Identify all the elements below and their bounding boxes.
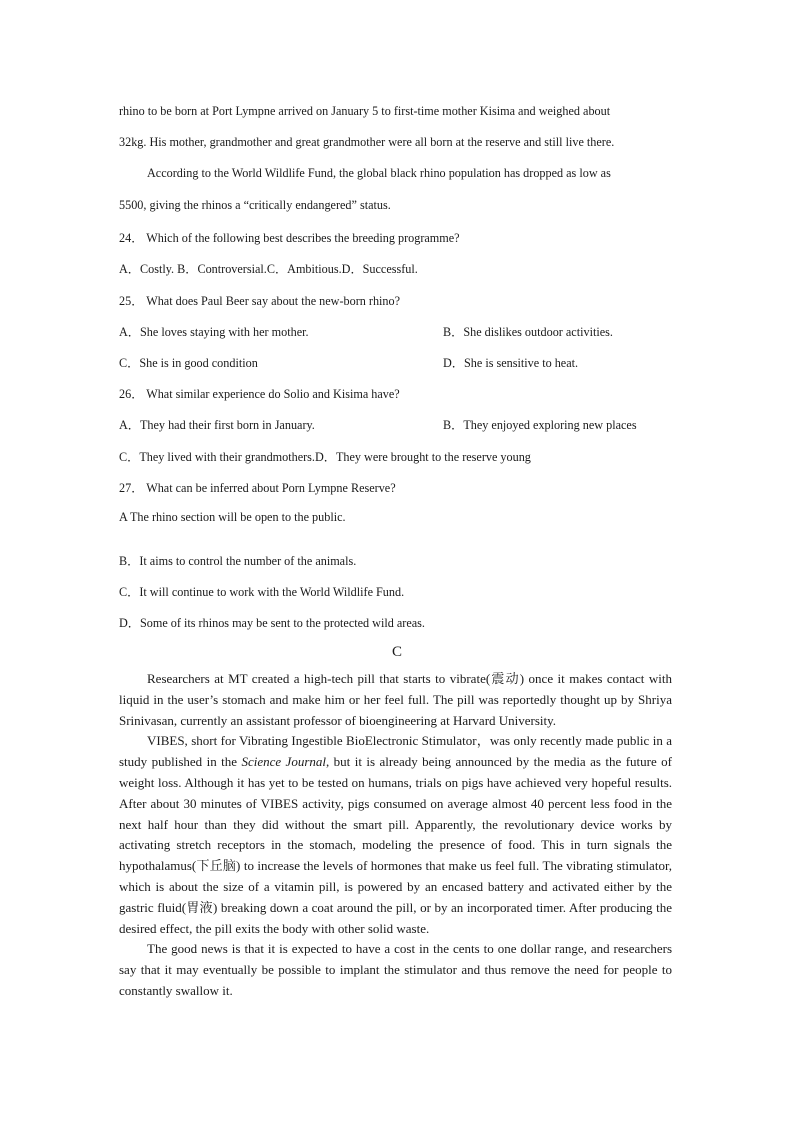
section-c-body: [119, 669, 672, 1002]
paragraph-1: Researchers at MT created a high-tech pill that starts to vibrate(震动) once it makes contact with liquid in the user’s stomach and make him or her feel full. The pill was reportedly thought up by Shriya Srinivasan, currently an assistant professor of bioengineering at Harvard University.: [119, 671, 672, 728]
question-25-option-c: C．She is in good condition: [119, 356, 258, 370]
question-26-stem: 26． What similar experience do Solio and Kisima have?: [119, 387, 400, 401]
question-27-option-c: C．It will continue to work with the World Wildlife Fund.: [119, 585, 405, 599]
question-25-option-d: D．She is sensitive to heat.: [443, 356, 579, 370]
question-27-option-a: A The rhino section will be open to the public.: [119, 510, 346, 524]
passage-line: According to the World Wildlife Fund, the global black rhino population has dropped as low as: [147, 166, 611, 180]
passage-line: 32kg. His mother, grandmother and great grandmother were all born at the reserve and still live there.: [119, 135, 615, 149]
paragraph-2: [119, 731, 672, 939]
section-heading: C: [391, 644, 402, 660]
question-27-option-d: D．Some of its rhinos may be sent to the protected wild areas.: [119, 616, 425, 630]
question-26-option-cd: C．They lived with their grandmothers.D．They were brought to the reserve young: [119, 450, 531, 464]
paragraph-2-part-2: , but it is already being announced by the media as the future of weight loss. Although it has yet to be tested on humans, trials on pigs have achieved very hopeful results. After about 30 minutes of VIBES activity, pigs consumed on average almost 40 percent less food in the next half hour than they did without the smart pill. Apparently, the revolutionary device works by activating stretch receptors in the stomach, modeling the presence of food. This in turn signals the hypothalamus(下丘脑) to increase the levels of hormones that make us feel full. The vibrating stimulator, which is about the size of a vitamin pill, is powered by an encased battery and activated either by the gastric fluid(胃液) breaking down a coat around the pill, or by an incorporated timer. After producing the desired effect, the pill exits the body with other solid waste.: [119, 754, 672, 936]
question-27-stem: 27． What can be inferred about Porn Lympne Reserve?: [119, 481, 396, 495]
question-26-option-b: B．They enjoyed exploring new places: [443, 418, 637, 432]
question-26-option-a: A．They had their first born in January.: [119, 418, 315, 432]
paragraph-2-part-1: VIBES, short for Vibrating Ingestible BioElectronic Stimulator，was only recently made public in a study published in the: [119, 733, 672, 770]
journal-title: Science Journal: [241, 754, 326, 770]
passage-line: 5500, giving the rhinos a “critically endangered” status.: [119, 198, 391, 212]
question-24-stem: 24． Which of the following best describes the breeding programme?: [119, 231, 460, 245]
question-25-stem: 25． What does Paul Beer say about the new-born rhino?: [119, 294, 401, 308]
question-24-options: A．Costly. B．Controversial.C．Ambitious.D．Successful.: [119, 262, 418, 276]
question-25-option-a: A．She loves staying with her mother.: [119, 325, 309, 339]
paragraph-3: The good news is that it is expected to have a cost in the cents to one dollar range, and researchers say that it may eventually be possible to implant the stimulator and thus remove the need for people to constantly swallow it.: [119, 941, 672, 998]
passage-line: rhino to be born at Port Lympne arrived on January 5 to first-time mother Kisima and weighed about: [119, 104, 611, 118]
question-27-option-b: B．It aims to control the number of the animals.: [119, 554, 357, 568]
question-25-option-b: B．She dislikes outdoor activities.: [443, 325, 613, 339]
